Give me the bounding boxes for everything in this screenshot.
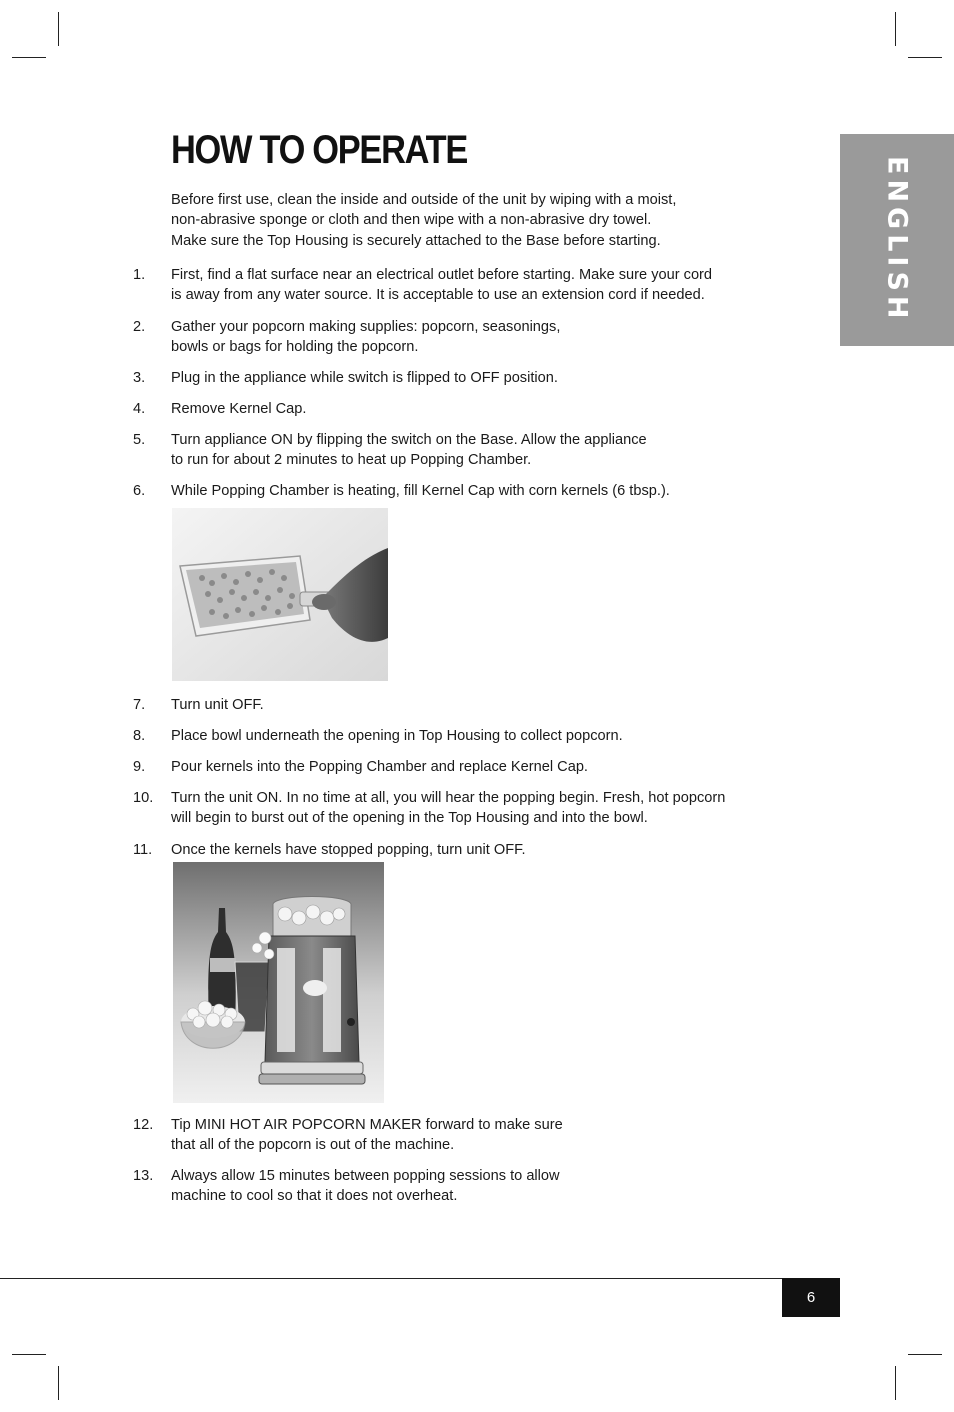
step-line: Turn the unit ON. In no time at all, you will hear the popping begin. Fresh, hot popcorn [171,790,726,806]
crop-mark [12,57,46,58]
step-line: Turn appliance ON by flipping the switch on the Base. Allow the appliance [171,432,647,448]
intro-line: Make sure the Top Housing is securely attached to the Base before starting. [171,232,661,249]
step-number: 7. [133,697,146,713]
step-number: 11. [133,842,153,858]
step-line: First, find a flat surface near an electrical outlet before starting. Make sure your cord [171,267,713,283]
step-line: that all of the popcorn is out of the machine. [171,1137,455,1154]
crop-mark [12,1354,46,1355]
intro-line: Before first use, clean the inside and outside of the unit by wiping with a moist, [171,192,677,208]
page-number: 6 [782,1278,840,1317]
step-number: 3. [133,370,146,386]
footer-rule [0,1278,840,1279]
step-line: will begin to burst out of the opening in the Top Housing and into the bowl. [171,810,648,827]
step-line: Tip MINI HOT AIR POPCORN MAKER forward to make sure [171,1117,563,1133]
step-number: 4. [133,401,146,417]
step-line: bowls or bags for holding the popcorn. [171,339,419,356]
step-line: Always allow 15 minutes between popping sessions to allow [171,1168,560,1184]
step-line: Turn unit OFF. [171,697,264,713]
crop-mark [895,12,896,46]
crop-mark [895,1366,896,1400]
step-line: Once the kernels have stopped popping, turn unit OFF. [171,842,526,858]
step-number: 10. [133,790,154,806]
kernel-cap-photo [172,508,388,681]
popcorn-maker-photo [173,862,384,1103]
language-tab [840,134,954,346]
crop-mark [58,12,59,46]
step-number: 1. [133,267,146,283]
step-line: Plug in the appliance while switch is flipped to OFF position. [171,370,558,386]
step-number: 5. [133,432,146,448]
step-number: 13. [133,1168,154,1184]
step-line: machine to cool so that it does not overheat. [171,1188,458,1205]
step-line: While Popping Chamber is heating, fill Kernel Cap with corn kernels (6 tbsp.). [171,483,670,499]
step-line: Remove Kernel Cap. [171,401,307,417]
crop-mark [908,57,942,58]
step-line: is away from any water source. It is acceptable to use an extension cord if needed. [171,287,705,304]
step-number: 9. [133,759,146,775]
intro-paragraph [171,190,791,251]
step-line: to run for about 2 minutes to heat up Popping Chamber. [171,452,532,469]
step-number: 8. [133,728,146,744]
step-line: Gather your popcorn making supplies: popcorn, seasonings, [171,319,561,335]
language-tab-label: ENGLISH [881,156,913,324]
crop-mark [908,1354,942,1355]
step-number: 2. [133,319,146,335]
step-number: 6. [133,483,146,499]
step-number: 12. [133,1117,154,1133]
intro-line: non-abrasive sponge or cloth and then wipe with a non-abrasive dry towel. [171,212,652,229]
crop-mark [58,1366,59,1400]
step-line: Place bowl underneath the opening in Top Housing to collect popcorn. [171,728,623,744]
page-title: HOW TO OPERATE [171,128,468,172]
step-line: Pour kernels into the Popping Chamber and replace Kernel Cap. [171,759,588,775]
